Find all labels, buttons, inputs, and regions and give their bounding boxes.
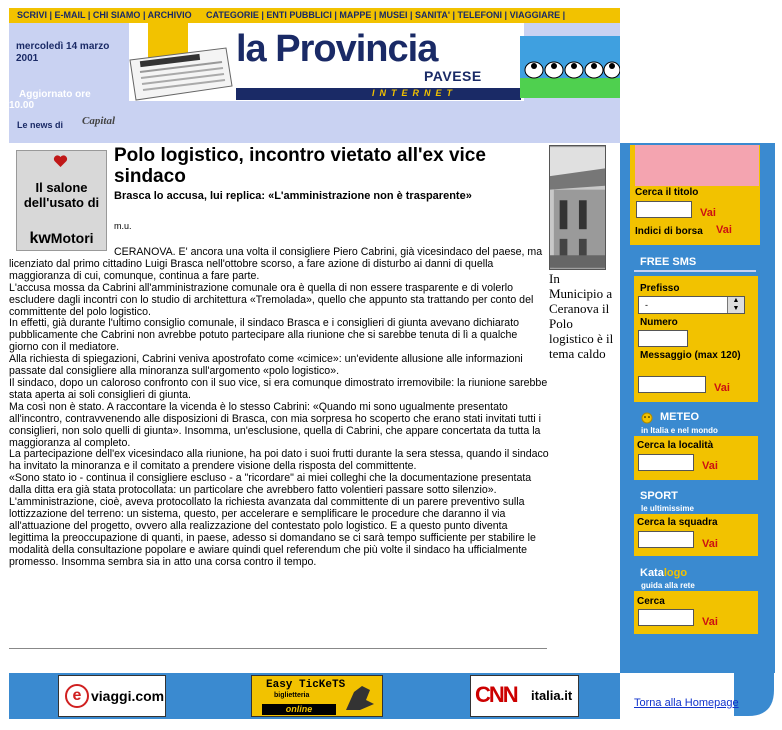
hand-icon [340, 680, 378, 714]
number-label: Numero [640, 317, 678, 328]
katalogo-tab-a: Kata [640, 567, 664, 579]
ad-brand-a: kw [29, 230, 51, 247]
sport-tab: SPORT [640, 490, 678, 502]
easytickets-title: Easy TicKeTS [266, 679, 346, 691]
homepage-link[interactable]: Torna alla Homepage [634, 697, 739, 709]
stock-index-label[interactable]: Indici di borsa [635, 226, 703, 237]
updated-time: 10.00 [9, 100, 35, 111]
ad-brand-b: Motori [50, 230, 94, 246]
nav-enti-pubblici[interactable]: ENTI PUBBLICI [266, 10, 332, 20]
ad-brand [16, 230, 107, 248]
sport-search-label: Cerca la squadra [637, 517, 718, 528]
title-search-go[interactable]: Vai [700, 207, 716, 219]
internet-label: INTERNET [372, 88, 457, 98]
message-input[interactable] [638, 376, 706, 393]
nav-telefoni[interactable]: TELEFONI [457, 10, 503, 20]
stock-index-go[interactable]: Vai [716, 224, 732, 236]
ad-text: Il salone dell'usato di [23, 180, 100, 210]
photo-caption: In Municipio a Ceranova il Polo logistico è il tema caldo [549, 271, 614, 361]
easytickets-banner[interactable] [251, 675, 383, 717]
eviaggi-banner[interactable] [58, 675, 166, 717]
easytickets-online: online [262, 704, 336, 715]
title-search-input[interactable] [636, 201, 692, 218]
top-nav-right: CATEGORIE | ENTI PUBBLICI | MAPPE | MUSEI | SANITA' | TELEFONI | VIAGGIARE | [198, 8, 620, 23]
prefix-select[interactable]: - [638, 296, 745, 314]
cnn-italia-text: italia.it [531, 688, 573, 703]
sport-go[interactable]: Vai [702, 538, 718, 550]
cnn-banner[interactable] [470, 675, 579, 717]
meteo-subtitle: in Italia e nel mondo [641, 426, 718, 435]
eviaggi-text: viaggi.com [91, 688, 165, 704]
nav-scrivi[interactable]: SCRIVI [17, 10, 48, 20]
prefix-label: Prefisso [640, 283, 680, 294]
updated-label: Aggiornato ore [19, 89, 91, 100]
meteo-search-label: Cerca la località [637, 440, 714, 451]
article-paragraph: Il sindaco, dopo un caloroso confronto con il suo vice, si era comunque dimostrato irremovibile: la riunione sarebbe stata aperta ai soli consiglieri di giunta. [9, 376, 548, 401]
nav-archivio[interactable]: ARCHIVIO [147, 10, 192, 20]
newspaper-icon [126, 46, 234, 102]
meteo-tab: METEO [660, 411, 700, 423]
sheep-icon [520, 36, 620, 98]
number-input[interactable] [638, 330, 688, 347]
site-logo[interactable]: la Provincia [236, 28, 438, 70]
capital-logo[interactable]: Capital [82, 115, 116, 127]
nav-email[interactable]: E-MAIL [54, 10, 86, 20]
site-logo-sub: PAVESE [424, 68, 482, 84]
katalogo-search-input[interactable] [638, 609, 694, 626]
katalogo-subtitle: guida alla rete [641, 581, 695, 590]
article-subtitle: Brasca lo accusa, lui replica: «L'amministrazione non è trasparente» [114, 190, 472, 202]
article-paragraph: In effetti, già durante l'ultimo consiglio comunale, il sindaco Brasca e i consiglieri di giunta avevano dichiarato pubblicamente che Cabrini non avrebbe potuto partecipare alla riunione che si sarebbe tenuta di lì a qualche giorno con il mediatore. [9, 317, 520, 354]
title-search-label: Cerca il titolo [635, 187, 699, 198]
meteo-search-input[interactable] [638, 454, 694, 471]
article-photo [549, 145, 606, 270]
article-author: m.u. [114, 221, 132, 231]
article-paragraph: Alla richiesta di spiegazioni, Cabrini veniva apostrofato come «cimice»: un'evidente allusione alle informazioni passate dal consigliere alla minoranza sull'argomento «polo logistico». [9, 353, 523, 378]
katalogo-search-label: Cerca [637, 596, 665, 607]
sun-icon [638, 409, 656, 427]
article-body [9, 247, 549, 568]
sport-search-input[interactable] [638, 531, 694, 548]
article-paragraph: CERANOVA. E' ancora una volta il consigliere Piero Cabrini, già vicesindaco del paese, ma licenziato dal primo cittadino Luigi Brasca nell'ottobre scorso, a fare azione di disturbo ai danni di quella maggioranza di cui, comunque, continua a fare parte. [9, 246, 543, 282]
header-date: mercoledì 14 marzo 2001 [16, 41, 110, 64]
article-paragraph: L'amministrazione, cioè, aveva protocollato la richiesta avanzata dal committente di un parere preventivo sulla lottizzazione del terreno: un sistema, questo, per accelerare e semplificare le procedure che daranno il via all'attuazione del progetto, ovvero alla realizzazione del contestato polo logistico. E a questo punto diventa legittima la preoccupazione di quanti, in paese, adesso si domandano se ci sarà tempo sufficiente per stabilire le modalità della consultazione popolare e awiare quindi quel referendum che più volte il sindaco ha ufficialmente promesso. Insomma sembra sia in atto una corsa contro il tempo. [9, 496, 536, 568]
nav-musei[interactable]: MUSEI [378, 10, 408, 20]
katalogo-tab-b: logo [663, 567, 688, 579]
divider [9, 648, 547, 649]
katalogo-tab [640, 567, 687, 579]
sms-go[interactable]: Vai [714, 382, 730, 394]
article-title: Polo logistico, incontro vietato all'ex vice sindaco [114, 145, 486, 187]
article-paragraph: «Sono stato io - continua il consigliere escluso - a "ricordare" ai miei colleghi che la documentazione presentata dalla ditta era già stata protocollata: un particolare che avrebbero fatto volentieri passare sotto silenzio». [9, 472, 532, 497]
easytickets-sub: biglietteria [274, 692, 310, 699]
cnn-logo: CNN [475, 682, 517, 707]
heart-icon [53, 154, 68, 169]
last-updated [9, 89, 129, 111]
news-by-label: Le news di [17, 120, 64, 130]
top-nav-left: SCRIVI | E-MAIL | CHI SIAMO | ARCHIVIO [9, 8, 198, 23]
message-label: Messaggio (max 120) [640, 350, 741, 361]
katalogo-go[interactable]: Vai [702, 616, 718, 628]
article-paragraph: Ma così non è stato. A raccontare la vicenda è lo stesso Cabrini: «Quando mi sono ugualmente presentato all'incontro, contravvenendo alle disposizioni di Brasca, con mia sorpresa ho scoperto che erano stati invitati tutti i consiglieri, non solo quelli di giunta». Insomma, un'esclusione, quella di Cabrini, che appare concertata da tutta la maggioranza al completo. [9, 400, 541, 449]
corner-curve [734, 650, 780, 720]
nav-viaggiare[interactable]: VIAGGIARE [509, 10, 561, 20]
chevron-updown-icon[interactable]: ▲ ▼ [727, 297, 744, 313]
meteo-go[interactable]: Vai [702, 460, 718, 472]
article-paragraph: La partecipazione dell'ex vicesindaco alla riunione, ha poi dato i suoi frutti durante la sera stessa, quando il sindaco ha invitato la minoranza e il comitato a prendere visione della risposta del committente. [9, 448, 549, 473]
nav-mappe[interactable]: MAPPE [339, 10, 372, 20]
banner-slot [635, 145, 759, 186]
nav-categorie[interactable]: CATEGORIE [206, 10, 259, 20]
sms-tab: FREE SMS [634, 254, 756, 272]
sport-subtitle: le ultimissime [641, 504, 694, 513]
eviaggi-logo: e [65, 684, 89, 708]
nav-sanita[interactable]: SANITA' [415, 10, 450, 20]
article-paragraph: L'accusa mossa da Cabrini all'amministrazione comunale ora è quella di non essere trasparente e di volerlo escludere dagli incontri con lo studio di architettura «Tremolada», quello che appunto sta trattando per conto del committente del polo logistico. [9, 281, 534, 318]
nav-chi-siamo[interactable]: CHI SIAMO [92, 10, 141, 20]
